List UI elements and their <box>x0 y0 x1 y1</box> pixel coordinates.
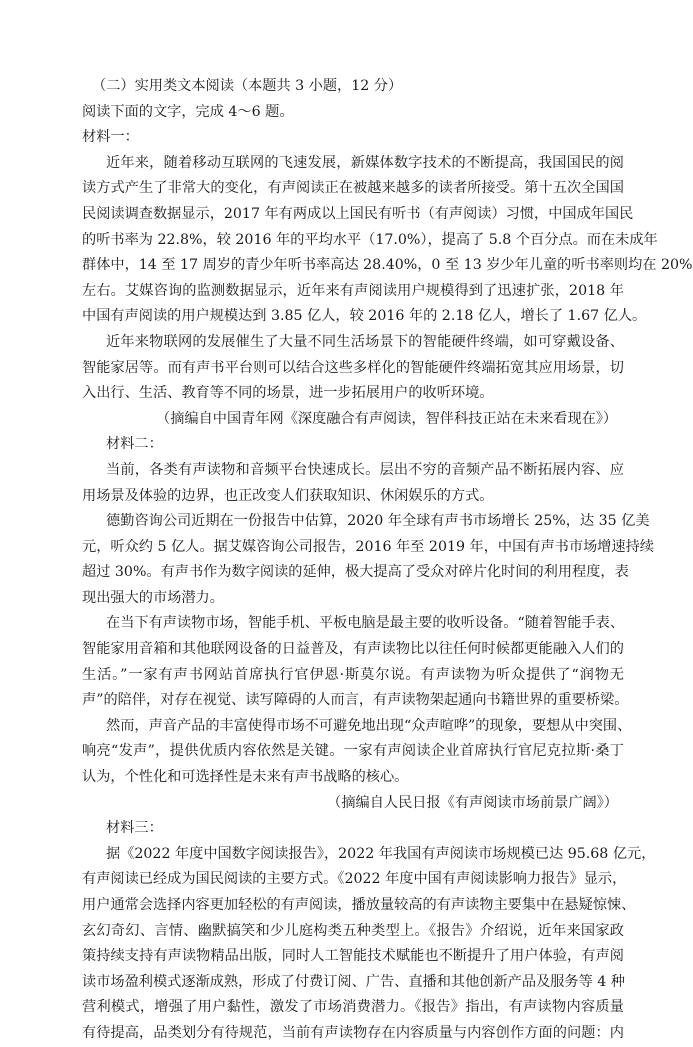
paragraph-line: 读方式产生了非常大的变化，有声阅读正在被越来越多的读者所接受。第十五次全国国 <box>82 180 624 197</box>
section-heading: （二）实用类文本阅读（本题共 3 小题，12 分） <box>92 78 403 94</box>
material-label: 材料二： <box>106 436 163 453</box>
paragraph-line: 现出强大的市场潜力。 <box>82 589 224 606</box>
paragraph-line: 的听书率为 22.8%，较 2016 年的平均水平（17.0%），提高了 5.8 个百分点。而在未成年 <box>82 231 658 248</box>
paragraph-line: 近年来，随着移动互联网的飞速发展，新媒体数字技术的不断提高，我国国民的阅 <box>106 154 624 171</box>
paragraph-line: 在当下有声读物市场，智能手机、平板电脑是最主要的收听设备。“随着智能手表、 <box>106 615 625 632</box>
paragraph-line: 据《2022 年度中国数字阅读报告》，2022 年我国有声阅读市场规模已达 95.68 亿元， <box>106 845 656 862</box>
paragraph-line: 入出行、生活、教育等不同的场景，进一步拓展用户的收听环境。 <box>82 385 494 402</box>
paragraph-line: 智能家居等。而有声书平台则可以结合这些多样化的智能硬件终端拓宽其应用场景，切 <box>82 359 624 376</box>
paragraph-line: 智能家用音箱和其他联网设备的日益普及，有声读物比以往任何时候都更能融入人们的 <box>82 641 624 658</box>
paragraph-line: 营利模式，增强了用户黏性，激发了市场消费潜力。《报告》指出，有声读物内容质量 <box>82 999 624 1016</box>
paragraph-line: 中国有声阅读的用户规模达到 3.85 亿人，较 2016 年的 2.18 亿人，增长了 1.67 亿人。 <box>82 308 647 325</box>
paragraph-line: 近年来物联网的发展催生了大量不同生活场景下的智能硬件终端，如可穿戴设备、 <box>106 333 624 350</box>
paragraph-line: 玄幻奇幻、言情、幽默搞笑和少儿庭构类五种类型上。《报告》介绍说，近年来国家政 <box>82 922 624 939</box>
paragraph-line: 读市场盈利模式逐渐成熟，形成了付费订阅、广告、直播和其他创新产品及服务等 4 种 <box>82 973 625 990</box>
source-citation: （摘编自中国青年网《深度融合有声阅读，智伴科技正站在未来看现在》） <box>156 410 618 427</box>
source-citation: （摘编自人民日报《有声阅读市场前景广阔》） <box>327 794 618 811</box>
paragraph-line: 左右。艾媒咨询的监测数据显示，近年来有声阅读用户规模得到了迅速扩张，2018 年 <box>82 282 624 299</box>
paragraph-line: 有待提高，品类划分有待规范，当前有声读物存在内容质量与内容创作方面的问题：内 <box>82 1024 624 1041</box>
paragraph-line: 生活。”一家有声书网站首席执行官伊恩·斯莫尔说。有声读物为听众提供了“润物无 <box>82 666 624 683</box>
paragraph-line: 声”的陪伴，对存在视觉、读写障碍的人而言，有声读物架起通向书籍世界的重要桥梁。 <box>82 692 629 709</box>
paragraph-line: 有声阅读已经成为国民阅读的主要方式。《2022 年度中国有声阅读影响力报告》显示， <box>82 871 627 888</box>
paragraph-line: 响亮“发声”，提供优质内容依然是关键。一家有声阅读企业首席执行官尼克拉斯·桑丁 <box>82 743 624 760</box>
paragraph-line: 民阅读调查数据显示，2017 年有两成以上国民有听书（有声阅读）习惯，中国成年国民 <box>82 205 634 222</box>
paragraph-line: 当前，各类有声读物和音频平台快速成长。层出不穷的音频产品不断拓展内容、应 <box>106 461 624 478</box>
paragraph-line: 用户通常会选择内容更加轻松的有声阅读，播放量较高的有声读物主要集中在悬疑惊悚、 <box>82 897 636 913</box>
paragraph-line: 认为，个性化和可选择性是未来有声书战略的核心。 <box>82 769 409 786</box>
material-label: 材料三： <box>106 820 163 837</box>
material-label: 材料一： <box>82 129 139 146</box>
paragraph-line: 用场景及体验的边界，也正改变人们获取知识、休闲娱乐的方式。 <box>82 487 494 504</box>
paragraph-line: 然而，声音产品的丰富使得市场不可避免地出现“众声喧哗”的现象，要想从中突围、 <box>106 717 632 734</box>
paragraph-line: 元，听众约 5 亿人。据艾媒咨询公司报告，2016 年至 2019 年，中国有声书市场增速持续 <box>82 538 654 555</box>
paragraph-line: 策持续支持有声读物精品出版，同时人工智能技术赋能也不断提升了用户体验，有声阅 <box>82 948 624 965</box>
paragraph-line: 德勤咨询公司近期在一份报告中估算，2020 年全球有声书市场增长 25%，达 35 亿美 <box>106 513 650 530</box>
instruction-line: 阅读下面的文字，完成 4～6 题。 <box>82 103 294 120</box>
paragraph-line: 群体中，14 至 17 周岁的青少年听书率高达 28.40%，0 至 13 岁少年儿童的听书率则均在 20% <box>82 257 693 274</box>
paragraph-line: 超过 30%。有声书作为数字阅读的延伸，极大提高了受众对碎片化时间的利用程度，表 <box>82 564 629 581</box>
